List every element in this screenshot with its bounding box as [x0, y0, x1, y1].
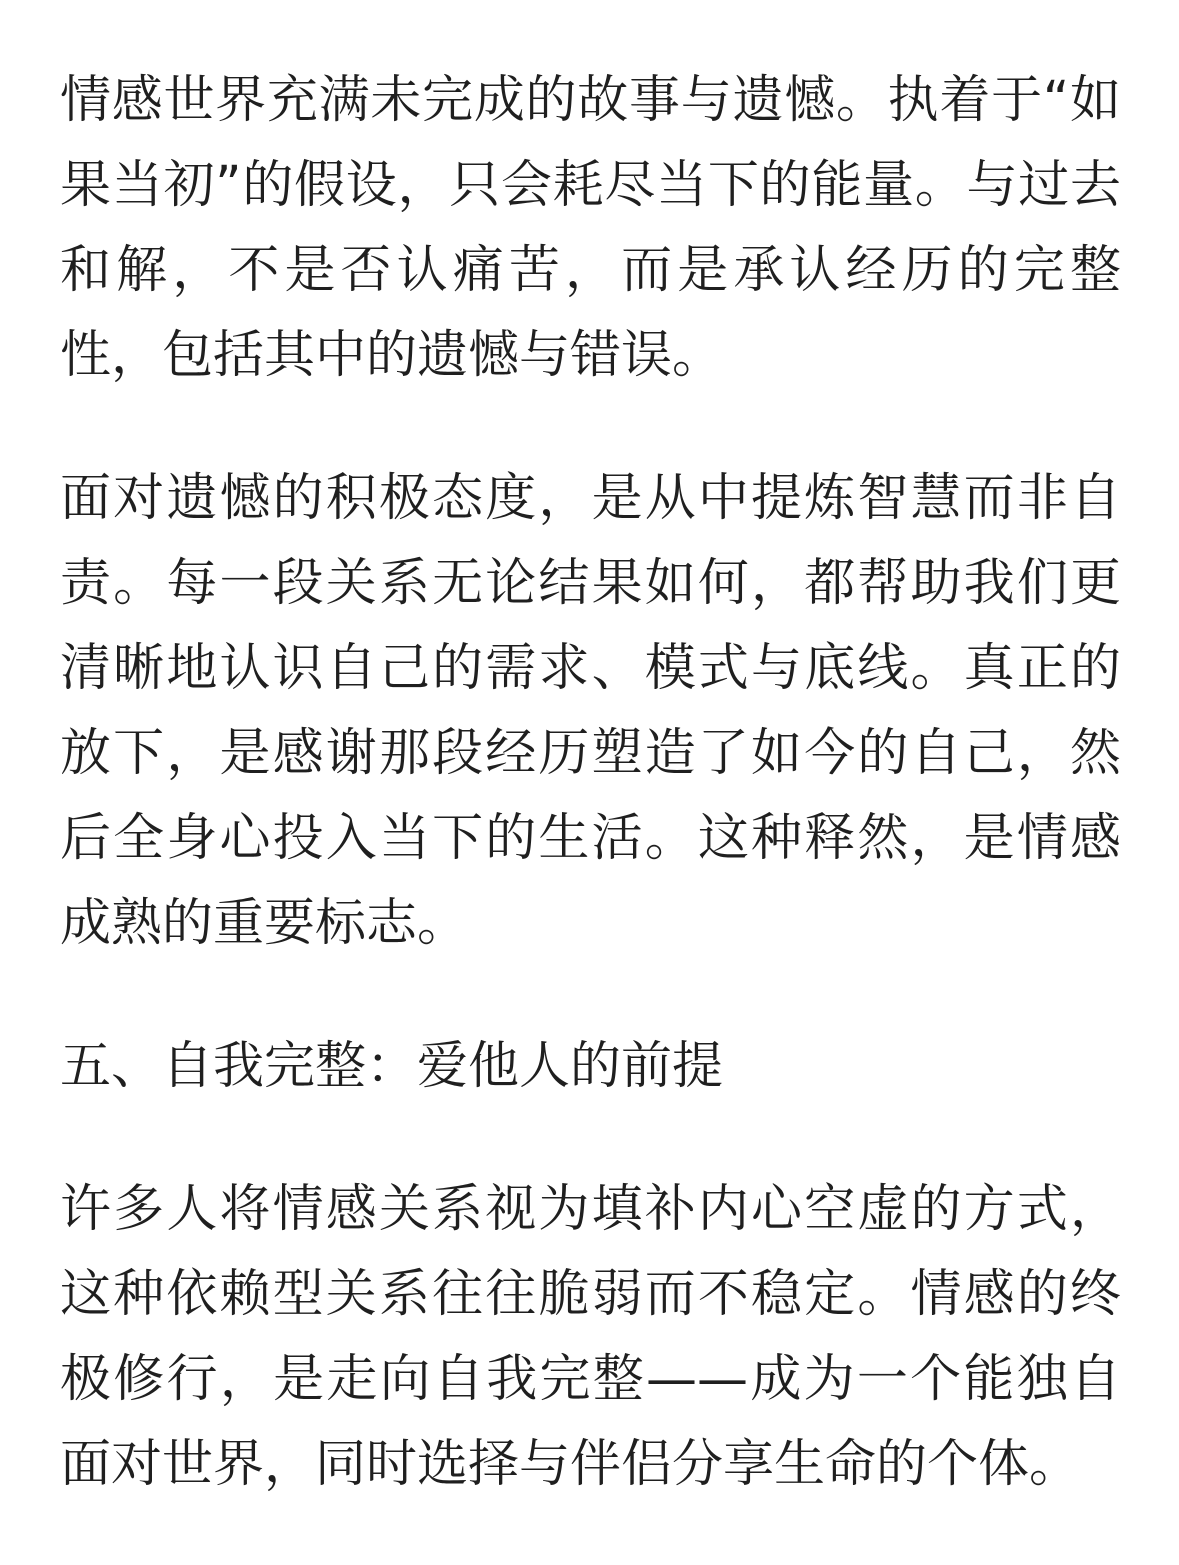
article-body: [60, 58, 1121, 1565]
paragraph-positive-attitude: 面对遗憾的积极态度，是从中提炼智慧而非自责。每一段关系无论结果如何，都帮助我们更清晰地认识自己的需求、模式与底线。真正的放下，是感谢那段经历塑造了如今的自己，然后全身心投入当下的生活。这种释然，是情感成熟的重要标志。: [60, 469, 1121, 953]
paragraph-self-completeness: 许多人将情感关系视为填补内心空虚的方式，这种依赖型关系往往脆弱而不稳定。情感的终极修行，是走向自我完整——成为一个能独自面对世界，同时选择与伴侣分享生命的个体。: [60, 1180, 1121, 1494]
section-heading: 五、自我完整：爱他人的前提: [60, 1037, 724, 1096]
paragraph-letting-go-regrets: 情感世界充满未完成的故事与遗憾。执着于“如果当初”的假设，只会耗尽当下的能量。与过去和解，不是否认痛苦，而是承认经历的完整性，包括其中的遗憾与错误。: [60, 71, 1121, 385]
